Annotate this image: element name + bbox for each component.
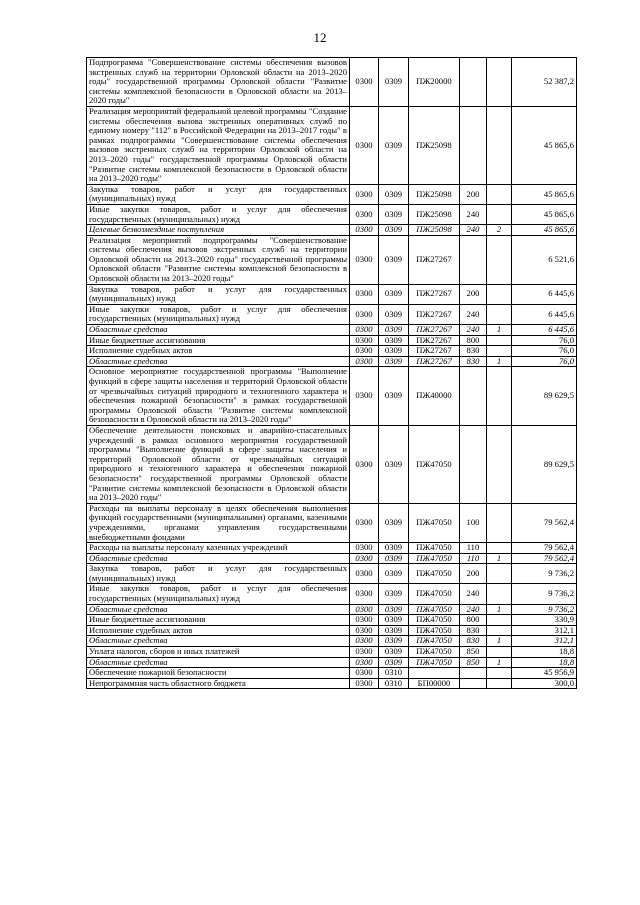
subsection-code: 0309 — [379, 553, 409, 564]
subsection-code: 0309 — [379, 657, 409, 668]
source-code — [487, 304, 512, 324]
expense-type-code: 800 — [460, 335, 487, 346]
section-code: 0300 — [350, 615, 379, 626]
table-row — [87, 184, 577, 204]
row-name: Иные закупки товаров, работ и услуг для обеспечения государственных (муниципальных) нужд — [87, 204, 350, 224]
subsection-code: 0309 — [379, 225, 409, 236]
source-code — [487, 184, 512, 204]
section-code: 0300 — [350, 58, 379, 107]
row-name: Обеспечение пожарной безопасности — [87, 668, 350, 679]
target-article-code: ПЖ27267 — [409, 235, 460, 284]
target-article-code: ПЖ27267 — [409, 335, 460, 346]
subsection-code: 0309 — [379, 647, 409, 658]
section-code: 0300 — [350, 668, 379, 679]
amount: 330,9 — [512, 615, 577, 626]
source-code — [487, 543, 512, 554]
row-name: Исполнение судебных актов — [87, 625, 350, 636]
source-code: 1 — [487, 657, 512, 668]
target-article-code: ПЖ47050 — [409, 425, 460, 503]
amount: 76,0 — [512, 346, 577, 357]
table-row — [87, 564, 577, 584]
section-code: 0300 — [350, 636, 379, 647]
table-row — [87, 346, 577, 357]
amount: 6 445,6 — [512, 304, 577, 324]
subsection-code: 0309 — [379, 356, 409, 367]
table-row — [87, 304, 577, 324]
subsection-code: 0309 — [379, 543, 409, 554]
subsection-code: 0309 — [379, 615, 409, 626]
source-code — [487, 625, 512, 636]
source-code: 1 — [487, 553, 512, 564]
table-row — [87, 668, 577, 679]
subsection-code: 0309 — [379, 204, 409, 224]
row-name: Расходы на выплаты персоналу казенных учреждений — [87, 543, 350, 554]
amount: 45 956,9 — [512, 668, 577, 679]
expense-type-code: 830 — [460, 346, 487, 357]
source-code — [487, 425, 512, 503]
amount: 9 736,2 — [512, 584, 577, 604]
amount: 9 736,2 — [512, 564, 577, 584]
amount: 6 445,6 — [512, 325, 577, 336]
table-row — [87, 584, 577, 604]
source-code: 1 — [487, 325, 512, 336]
target-article-code: ПЖ47050 — [409, 553, 460, 564]
subsection-code: 0309 — [379, 235, 409, 284]
subsection-code: 0309 — [379, 184, 409, 204]
section-code: 0300 — [350, 346, 379, 357]
subsection-code: 0309 — [379, 335, 409, 346]
table-row — [87, 325, 577, 336]
source-code — [487, 678, 512, 689]
section-code: 0300 — [350, 543, 379, 554]
subsection-code: 0309 — [379, 325, 409, 336]
section-code: 0300 — [350, 425, 379, 503]
subsection-code: 0309 — [379, 367, 409, 426]
target-article-code: ПЖ47050 — [409, 636, 460, 647]
section-code: 0300 — [350, 184, 379, 204]
table-row — [87, 58, 577, 107]
amount: 6 521,6 — [512, 235, 577, 284]
source-code — [487, 615, 512, 626]
subsection-code: 0309 — [379, 604, 409, 615]
budget-table-body — [87, 58, 577, 689]
subsection-code: 0309 — [379, 503, 409, 542]
expense-type-code: 240 — [460, 604, 487, 615]
table-row — [87, 604, 577, 615]
table-row — [87, 678, 577, 689]
page-number: 12 — [313, 30, 327, 45]
row-name: Реализация мероприятий федеральной целевой программы "Создание системы обеспечения вызова экстренных оперативных служб по единому номеру "112" в Российской Федерации на 2013–2017 годы" в рамках подпрограммы "Совершенствование системы обеспечения вызовов экстренных служб на территории Орловской области на 2013–2020 годы" государственной программы Орловской области "Развитие системы комплексной безопасности в Орловской области на 2013–2020 годы" — [87, 106, 350, 184]
target-article-code: ПЖ47050 — [409, 615, 460, 626]
source-code — [487, 668, 512, 679]
section-code: 0300 — [350, 367, 379, 426]
source-code — [487, 503, 512, 542]
expense-type-code: 240 — [460, 325, 487, 336]
expense-type-code — [460, 58, 487, 107]
source-code — [487, 367, 512, 426]
section-code: 0300 — [350, 204, 379, 224]
row-name: Закупка товаров, работ и услуг для государственных (муниципальных) нужд — [87, 184, 350, 204]
table-row — [87, 425, 577, 503]
target-article-code: ПЖ47050 — [409, 543, 460, 554]
section-code: 0300 — [350, 678, 379, 689]
section-code: 0300 — [350, 647, 379, 658]
expense-type-code: 850 — [460, 647, 487, 658]
budget-table — [86, 57, 577, 689]
target-article-code: ПЖ25098 — [409, 225, 460, 236]
target-article-code: ПЖ27267 — [409, 304, 460, 324]
source-code: 1 — [487, 636, 512, 647]
target-article-code: ПЖ47050 — [409, 584, 460, 604]
source-code — [487, 335, 512, 346]
table-row — [87, 647, 577, 658]
target-article-code: ПЖ25098 — [409, 184, 460, 204]
subsection-code: 0309 — [379, 425, 409, 503]
row-name: Иные бюджетные ассигнования — [87, 335, 350, 346]
section-code: 0300 — [350, 564, 379, 584]
expense-type-code: 240 — [460, 304, 487, 324]
target-article-code: ПЖ47050 — [409, 657, 460, 668]
amount: 18,8 — [512, 647, 577, 658]
amount: 79 562,4 — [512, 503, 577, 542]
target-article-code: ПЖ40000 — [409, 367, 460, 426]
row-name: Областные средства — [87, 325, 350, 336]
subsection-code: 0310 — [379, 678, 409, 689]
source-code — [487, 346, 512, 357]
expense-type-code: 200 — [460, 564, 487, 584]
section-code: 0300 — [350, 235, 379, 284]
expense-type-code — [460, 678, 487, 689]
table-row — [87, 356, 577, 367]
table-row — [87, 106, 577, 184]
target-article-code: ПЖ27267 — [409, 346, 460, 357]
amount: 45 865,6 — [512, 225, 577, 236]
expense-type-code — [460, 425, 487, 503]
table-row — [87, 657, 577, 668]
expense-type-code: 100 — [460, 503, 487, 542]
expense-type-code: 800 — [460, 615, 487, 626]
section-code: 0300 — [350, 304, 379, 324]
section-code: 0300 — [350, 657, 379, 668]
target-article-code: ПЖ47050 — [409, 604, 460, 615]
amount: 79 562,4 — [512, 543, 577, 554]
target-article-code: ПЖ47050 — [409, 503, 460, 542]
subsection-code: 0309 — [379, 636, 409, 647]
amount: 89 629,5 — [512, 367, 577, 426]
source-code — [487, 584, 512, 604]
expense-type-code: 110 — [460, 543, 487, 554]
target-article-code: ПЖ27267 — [409, 284, 460, 304]
subsection-code: 0309 — [379, 346, 409, 357]
subsection-code: 0309 — [379, 106, 409, 184]
expense-type-code: 830 — [460, 625, 487, 636]
expense-type-code: 110 — [460, 553, 487, 564]
amount: 9 736,2 — [512, 604, 577, 615]
row-name: Областные средства — [87, 553, 350, 564]
row-name: Непрограммная часть областного бюджета — [87, 678, 350, 689]
expense-type-code — [460, 235, 487, 284]
table-row — [87, 335, 577, 346]
section-code: 0300 — [350, 503, 379, 542]
amount: 76,0 — [512, 356, 577, 367]
section-code: 0300 — [350, 106, 379, 184]
target-article-code: ПЖ27267 — [409, 325, 460, 336]
target-article-code: ПЖ47050 — [409, 647, 460, 658]
table-row — [87, 615, 577, 626]
row-name: Иные бюджетные ассигнования — [87, 615, 350, 626]
table-row — [87, 625, 577, 636]
amount: 79 562,4 — [512, 553, 577, 564]
expense-type-code: 240 — [460, 225, 487, 236]
row-name: Областные средства — [87, 657, 350, 668]
table-row — [87, 503, 577, 542]
row-name: Закупка товаров, работ и услуг для государственных (муниципальных) нужд — [87, 284, 350, 304]
row-name: Областные средства — [87, 604, 350, 615]
section-code: 0300 — [350, 356, 379, 367]
subsection-code: 0309 — [379, 304, 409, 324]
target-article-code: ПЖ25098 — [409, 106, 460, 184]
subsection-code: 0310 — [379, 668, 409, 679]
row-name: Обеспечение деятельности поисковых и аварийно-спасательных учреждений в рамках основного мероприятия государственной программы "Выполнение функций в сфере защиты населения и территорий Орловской области от чрезвычайных ситуаций природного и техногенного характера и обеспечения пожарной безопасности" государственной программы Орловской области "Развитие системы комплексной безопасности в Орловской области на 2013–2020 годы" — [87, 425, 350, 503]
row-name: Исполнение судебных актов — [87, 346, 350, 357]
expense-type-code: 240 — [460, 584, 487, 604]
expense-type-code: 240 — [460, 204, 487, 224]
expense-type-code: 850 — [460, 657, 487, 668]
amount: 312,1 — [512, 625, 577, 636]
amount: 45 865,6 — [512, 204, 577, 224]
source-code — [487, 106, 512, 184]
source-code — [487, 58, 512, 107]
source-code: 1 — [487, 356, 512, 367]
source-code — [487, 235, 512, 284]
source-code — [487, 204, 512, 224]
row-name: Подпрограмма "Совершенствование системы обеспечения вызовов экстренных служб на территории Орловской области на 2013–2020 годы" государственной программы Орловской области "Развитие системы комплексной безопасности в Орловской области на 2013–2020 годы" — [87, 58, 350, 107]
section-code: 0300 — [350, 625, 379, 636]
section-code: 0300 — [350, 284, 379, 304]
table-row — [87, 284, 577, 304]
amount: 45 865,6 — [512, 184, 577, 204]
row-name: Иные закупки товаров, работ и услуг для обеспечения государственных (муниципальных) нужд — [87, 584, 350, 604]
table-row — [87, 636, 577, 647]
subsection-code: 0309 — [379, 284, 409, 304]
expense-type-code: 830 — [460, 356, 487, 367]
subsection-code: 0309 — [379, 625, 409, 636]
amount: 312,1 — [512, 636, 577, 647]
source-code — [487, 647, 512, 658]
target-article-code: ПЖ47050 — [409, 625, 460, 636]
amount: 76,0 — [512, 335, 577, 346]
amount: 45 865,6 — [512, 106, 577, 184]
amount: 6 445,6 — [512, 284, 577, 304]
row-name: Реализация мероприятий подпрограммы "Совершенствование системы обеспечения вызовов экстренных служб на территории Орловской области на 2013–2020 годы" государственной программы Орловской области "Развитие системы комплексной безопасности в Орловской области на 2013–2020 годы" — [87, 235, 350, 284]
row-name: Иные закупки товаров, работ и услуг для обеспечения государственных (муниципальных) нужд — [87, 304, 350, 324]
source-code — [487, 284, 512, 304]
amount: 18,8 — [512, 657, 577, 668]
table-row — [87, 204, 577, 224]
expense-type-code — [460, 106, 487, 184]
source-code: 2 — [487, 225, 512, 236]
row-name: Основное мероприятие государственной программы "Выполнение функций в сфере защиты населения и территорий Орловской области от чрезвычайных ситуаций природного и техногенного характера и обеспечения пожарной безопасности" в рамках государственной программы Орловской области "Развитие системы комплексной безопасности в Орловской области на 2013–2020 годы" — [87, 367, 350, 426]
subsection-code: 0309 — [379, 58, 409, 107]
subsection-code: 0309 — [379, 584, 409, 604]
amount: 52 387,2 — [512, 58, 577, 107]
section-code: 0300 — [350, 604, 379, 615]
target-article-code: БП00000 — [409, 678, 460, 689]
expense-type-code: 830 — [460, 636, 487, 647]
source-code — [487, 564, 512, 584]
section-code: 0300 — [350, 584, 379, 604]
section-code: 0300 — [350, 225, 379, 236]
table-row — [87, 367, 577, 426]
target-article-code: ПЖ25098 — [409, 204, 460, 224]
table-row — [87, 553, 577, 564]
target-article-code — [409, 668, 460, 679]
row-name: Закупка товаров, работ и услуг для государственных (муниципальных) нужд — [87, 564, 350, 584]
table-row — [87, 543, 577, 554]
section-code: 0300 — [350, 325, 379, 336]
row-name: Областные средства — [87, 356, 350, 367]
row-name: Областные средства — [87, 636, 350, 647]
table-row — [87, 225, 577, 236]
target-article-code: ПЖ27267 — [409, 356, 460, 367]
row-name: Уплата налогов, сборов и иных платежей — [87, 647, 350, 658]
target-article-code: ПЖ20000 — [409, 58, 460, 107]
section-code: 0300 — [350, 553, 379, 564]
target-article-code: ПЖ47050 — [409, 564, 460, 584]
row-name: Целевые безвозмездные поступления — [87, 225, 350, 236]
section-code: 0300 — [350, 335, 379, 346]
row-name: Расходы на выплаты персоналу в целях обеспечения выполнения функций государственными (муниципальными) органами, казенными учреждениями, органами управления государственными внебюджетными фондами — [87, 503, 350, 542]
expense-type-code — [460, 367, 487, 426]
table-row — [87, 235, 577, 284]
source-code: 1 — [487, 604, 512, 615]
subsection-code: 0309 — [379, 564, 409, 584]
expense-type-code: 200 — [460, 184, 487, 204]
expense-type-code: 200 — [460, 284, 487, 304]
expense-type-code — [460, 668, 487, 679]
amount: 89 629,5 — [512, 425, 577, 503]
amount: 300,0 — [512, 678, 577, 689]
